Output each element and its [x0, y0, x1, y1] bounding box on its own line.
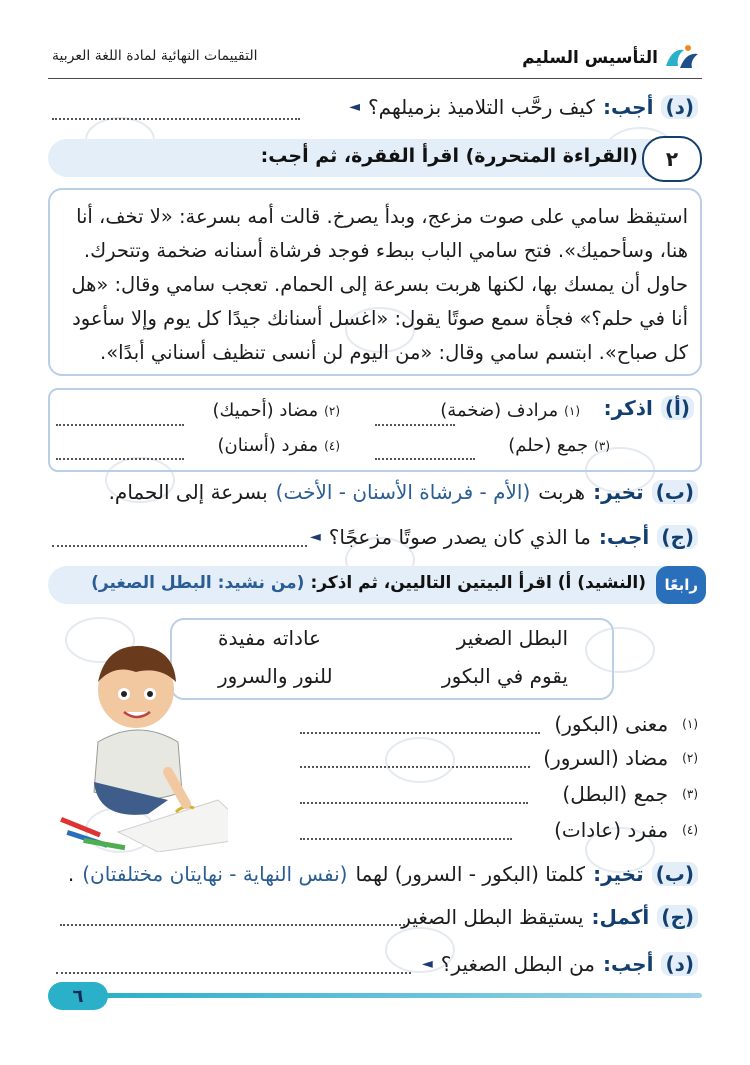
- q2-a-item-4: [217, 435, 340, 456]
- item-number: (١): [682, 717, 698, 731]
- answer-line-q4-1[interactable]: [300, 732, 540, 734]
- sentence-pre: كلمتا (البكور - السرور) لهما: [355, 862, 586, 886]
- choices[interactable]: (الأم - فرشاة الأسنان - الأخت): [275, 480, 531, 504]
- passage-box: [48, 188, 702, 376]
- tag-d: (د): [661, 95, 698, 119]
- answer-word: أجب:: [603, 952, 654, 976]
- q4-item-4: [554, 818, 698, 842]
- item-number: (٢): [324, 403, 340, 418]
- complete-text: يستيقظ البطل الصغير: [401, 905, 584, 929]
- mention-word: اذكر:: [603, 396, 653, 420]
- answer-word: أجب:: [603, 95, 654, 119]
- page-number: ٦: [72, 985, 84, 1007]
- q2-c: [310, 525, 698, 549]
- choices[interactable]: (نفس النهاية - نهايتان مختلفتان): [82, 862, 348, 886]
- q4-b: [68, 862, 698, 886]
- answer-word: أجب:: [598, 525, 650, 549]
- item-text: مفرد (أسنان): [217, 435, 319, 456]
- arrow-left-icon: ◄: [310, 529, 321, 545]
- answer-line-d-top[interactable]: [52, 118, 300, 120]
- q4-title-text: (النشيد) أ) اقرأ البيتين التاليين، ثم اذكر:: [310, 573, 646, 593]
- question-d-top: [349, 95, 698, 119]
- tag-a: (أ): [661, 396, 694, 420]
- q2-title: (القراءة المتحررة) اقرأ الفقرة، ثم أجب:: [260, 145, 638, 167]
- header-divider: [48, 78, 702, 79]
- question-text: ما الذي كان يصدر صوتًا مزعجًا؟: [328, 525, 591, 549]
- passage-line: استيقظ سامي على صوت مزعج، وبدأ يصرخ. قالت أمه بسرعة: «لا تخف، أنا: [76, 205, 688, 228]
- q4-badge: [656, 566, 706, 604]
- item-number: (٣): [594, 438, 610, 453]
- item-text: مرادف (ضخمة): [440, 400, 559, 421]
- item-text: مضاد (أحميك): [212, 400, 319, 421]
- boy-drawing-illustration: [58, 632, 228, 852]
- brand-logo: [522, 42, 702, 74]
- q4-item-2: [543, 746, 698, 770]
- passage-line: أنا في حلم؟» فجأة سمع صوتًا يقول: «اغسل أسنانك جيدًا كل يوم وإلا سأعود: [72, 307, 688, 330]
- passage-line: كل صباح». ابتسم سامي وقال: «من اليوم لن أنسى تنظيف أسناني أبدًا».: [100, 341, 688, 364]
- tag-d: (د): [661, 952, 698, 976]
- footer-bar: [100, 993, 702, 998]
- answer-line-q4-c[interactable]: [60, 924, 405, 926]
- choose-word: تخير:: [593, 862, 644, 886]
- poem-box: [170, 618, 614, 700]
- subject-title: التقييمات النهائية لمادة اللغة العربية: [52, 48, 258, 64]
- q4-title: [91, 573, 646, 593]
- q2-a-head: [604, 396, 694, 420]
- answer-line-q4-4[interactable]: [300, 838, 512, 840]
- item-number: (٢): [682, 751, 698, 765]
- answer-line-q4-2[interactable]: [300, 766, 530, 768]
- item-number: (٤): [682, 823, 698, 837]
- item-text: مضاد (السرور): [543, 746, 669, 770]
- answer-line-a4[interactable]: [56, 458, 184, 460]
- item-number: (٣): [682, 787, 698, 801]
- item-number: (٤): [324, 438, 340, 453]
- sentence-post: بسرعة إلى الحمام.: [108, 480, 268, 504]
- brand-name: التأسيس السليم: [522, 48, 658, 68]
- q4-source: (من نشيد: البطل الصغير): [91, 573, 305, 593]
- q4-item-1: [554, 712, 698, 736]
- q2-a-item-3: [508, 435, 610, 456]
- poem-verse-2a: يقوم في البكور: [441, 664, 568, 688]
- q2-b: [109, 480, 698, 504]
- arrow-left-icon: ◄: [422, 956, 433, 972]
- item-text: جمع (البطل): [562, 782, 669, 806]
- sentence-post: .: [67, 862, 75, 886]
- q2-number: ٢: [665, 147, 679, 171]
- passage-line: حاول أن يمسك بها، لكنها هربت بسرعة إلى الحمام. تعجب سامي وقال: «هل: [71, 273, 688, 296]
- poem-verse-1b: عاداته مفيدة: [218, 626, 321, 650]
- item-text: معنى (البكور): [554, 712, 669, 736]
- q4-d: [422, 952, 698, 976]
- page-number-box: [48, 982, 108, 1010]
- choose-word: تخير:: [593, 480, 644, 504]
- question-text: من البطل الصغير؟: [440, 952, 595, 976]
- answer-line-a1[interactable]: [375, 424, 455, 426]
- q2-a-item-2: [213, 400, 340, 421]
- q4-item-3: [562, 782, 698, 806]
- tag-b: (ب): [652, 480, 698, 504]
- poem-verse-2b: للنور والسرور: [218, 664, 333, 688]
- answer-line-q4-3[interactable]: [300, 802, 528, 804]
- tag-b: (ب): [652, 862, 698, 886]
- complete-word: أكمل:: [591, 905, 650, 929]
- answer-line-q4-d[interactable]: [56, 972, 411, 974]
- poem-verse-1a: البطل الصغير: [456, 626, 568, 650]
- answer-line-c[interactable]: [52, 545, 307, 547]
- answer-line-a3[interactable]: [375, 458, 475, 460]
- sentence-pre: هربت: [538, 480, 586, 504]
- question-text: كيف رحَّب التلاميذ بزميلهم؟: [368, 95, 595, 119]
- q4-c: [401, 905, 698, 929]
- answer-line-a2[interactable]: [56, 424, 184, 426]
- logo-icon: [662, 42, 702, 74]
- arrow-left-icon: ◄: [349, 99, 361, 115]
- q4-badge-text: رابعًا: [664, 576, 698, 594]
- item-text: مفرد (عادات): [554, 818, 669, 842]
- q2-a-item-1: [440, 400, 580, 421]
- item-number: (١): [564, 403, 580, 418]
- tag-c: (ج): [657, 525, 698, 549]
- item-text: جمع (حلم): [508, 435, 589, 456]
- q2-number-circle: [642, 136, 702, 182]
- passage-line: هنا، وسأحميك». فتح سامي الباب ببطء فوجد فرشاة أسنانه ضخمة وتتحرك.: [83, 239, 688, 262]
- tag-c: (ج): [657, 905, 698, 929]
